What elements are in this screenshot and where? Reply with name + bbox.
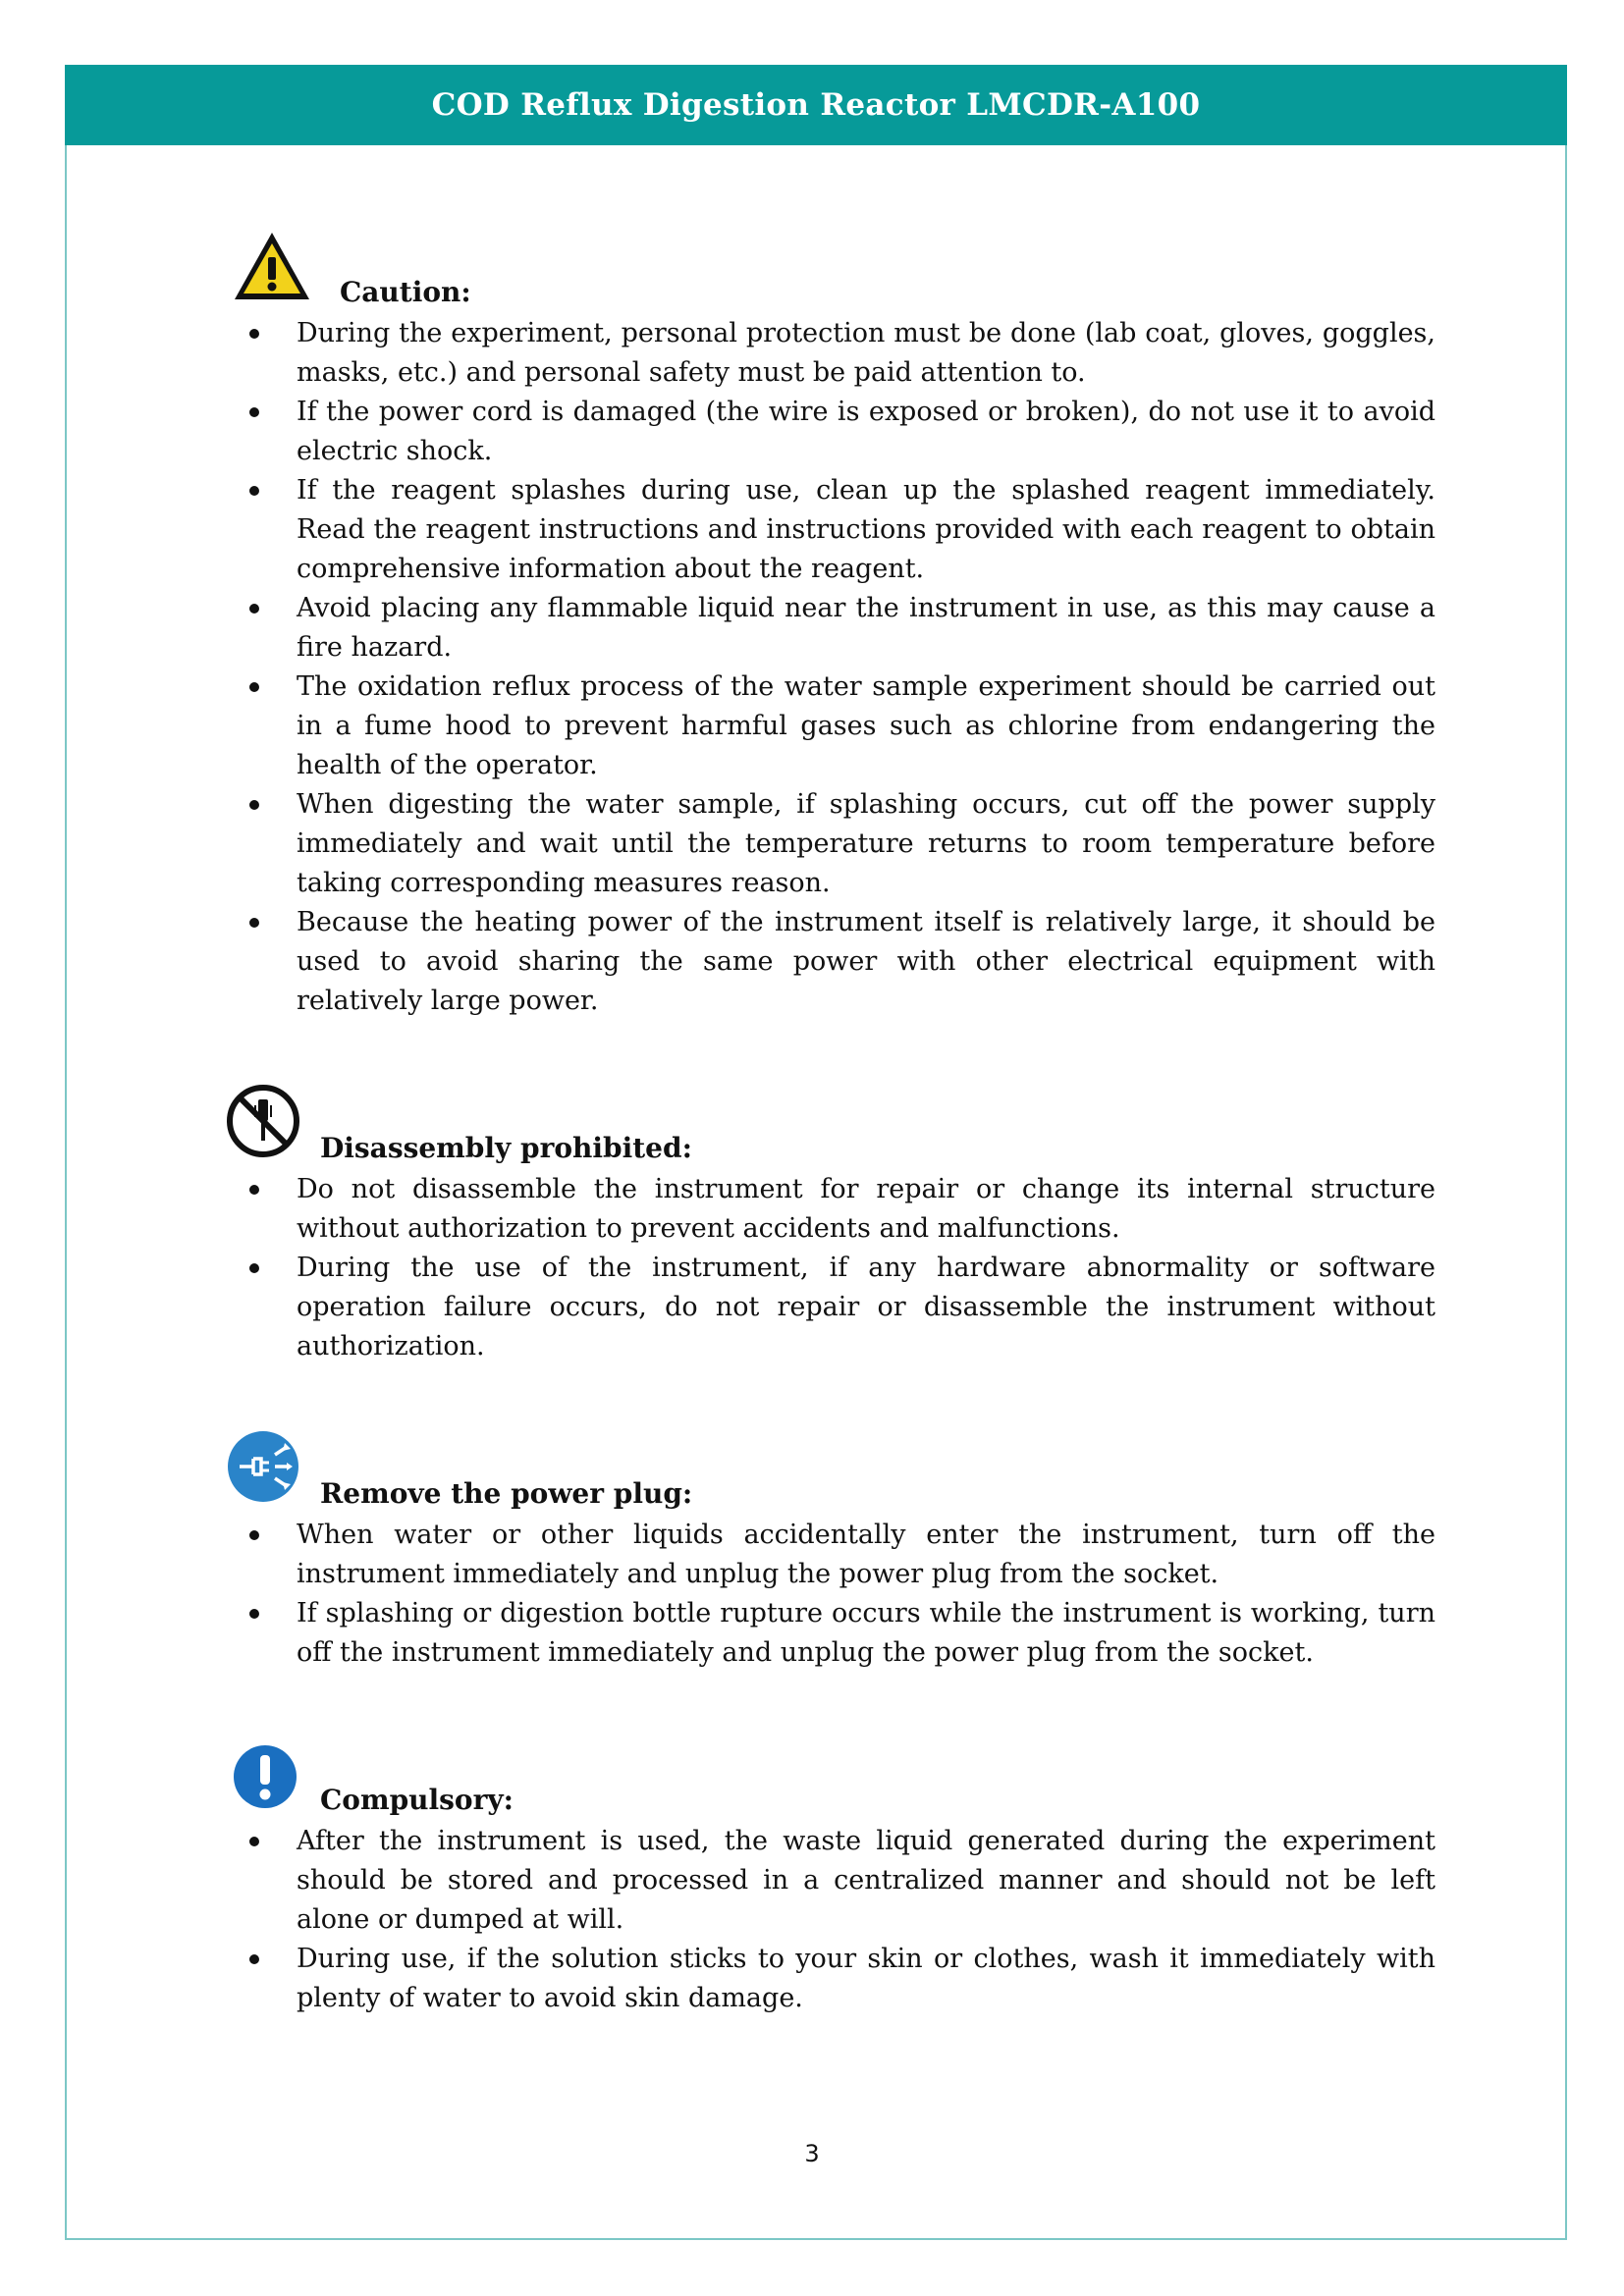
document-body [226, 220, 1435, 2073]
list-item: Avoid placing any flammable liquid near the instrument in use, as this may cause a fire hazard. [226, 589, 1435, 667]
bullet-list [226, 1822, 1435, 2018]
header-title: COD Reflux Digestion Reactor LMCDR-A100 [431, 87, 1201, 123]
page-number: 3 [804, 2140, 820, 2167]
unplug-icon [226, 1429, 300, 1504]
section-title: Remove the power plug: [320, 1477, 693, 1510]
page-header [65, 65, 1567, 145]
no-disassembly-icon [226, 1084, 300, 1158]
list-item: After the instrument is used, the waste liquid generated during the experiment should be stored and processed in a centralized manner and should not be left alone or dumped at will. [226, 1822, 1435, 1940]
exclamation-icon [232, 1743, 298, 1810]
list-item: Because the heating power of the instrument itself is relatively large, it should be used to avoid sharing the same power with other electrical equipment with relatively large power. [226, 903, 1435, 1021]
warning-triangle-icon [232, 230, 312, 302]
compulsory-section [226, 1728, 1435, 2018]
section-heading [226, 1728, 1435, 1816]
list-item: If the power cord is damaged (the wire is exposed or broken), do not use it to avoid electric shock. [226, 393, 1435, 471]
list-item: Do not disassemble the instrument for repair or change its internal structure without authorization to prevent accidents and malfunctions. [226, 1170, 1435, 1249]
section-title: Compulsory: [320, 1784, 514, 1816]
list-item: When water or other liquids accidentally enter the instrument, turn off the instrument immediately and unplug the power plug from the socket. [226, 1516, 1435, 1594]
bullet-list [226, 1516, 1435, 1673]
list-item: When digesting the water sample, if splashing occurs, cut off the power supply immediately and wait until the temperature returns to room temperature before taking corresponding measures reason. [226, 785, 1435, 903]
section-title: Disassembly prohibited: [320, 1132, 692, 1164]
list-item: During the use of the instrument, if any hardware abnormality or software operation failure occurs, do not repair or disassemble the instrument without authorization. [226, 1249, 1435, 1366]
list-item: During use, if the solution sticks to your skin or clothes, wash it immediately with plenty of water to avoid skin damage. [226, 1940, 1435, 2018]
caution-section [226, 220, 1435, 1021]
list-item: The oxidation reflux process of the water sample experiment should be carried out in a fume hood to prevent harmful gases such as chlorine from endangering the health of the operator. [226, 667, 1435, 785]
section-heading [226, 1076, 1435, 1164]
power-plug-section [226, 1421, 1435, 1673]
section-heading [226, 220, 1435, 308]
list-item: If splashing or digestion bottle rupture occurs while the instrument is working, turn off the instrument immediately and unplug the power plug from the socket. [226, 1594, 1435, 1673]
list-item: During the experiment, personal protection must be done (lab coat, gloves, goggles, masks, etc.) and personal safety must be paid attention to. [226, 314, 1435, 393]
bullet-list [226, 1170, 1435, 1366]
bullet-list [226, 314, 1435, 1021]
section-title: Caution: [340, 276, 471, 308]
disassembly-section [226, 1076, 1435, 1366]
list-item: If the reagent splashes during use, clean up the splashed reagent immediately. Read the reagent instructions and instructions provided with each reagent to obtain comprehensive information about the reagent. [226, 471, 1435, 589]
section-heading [226, 1421, 1435, 1510]
